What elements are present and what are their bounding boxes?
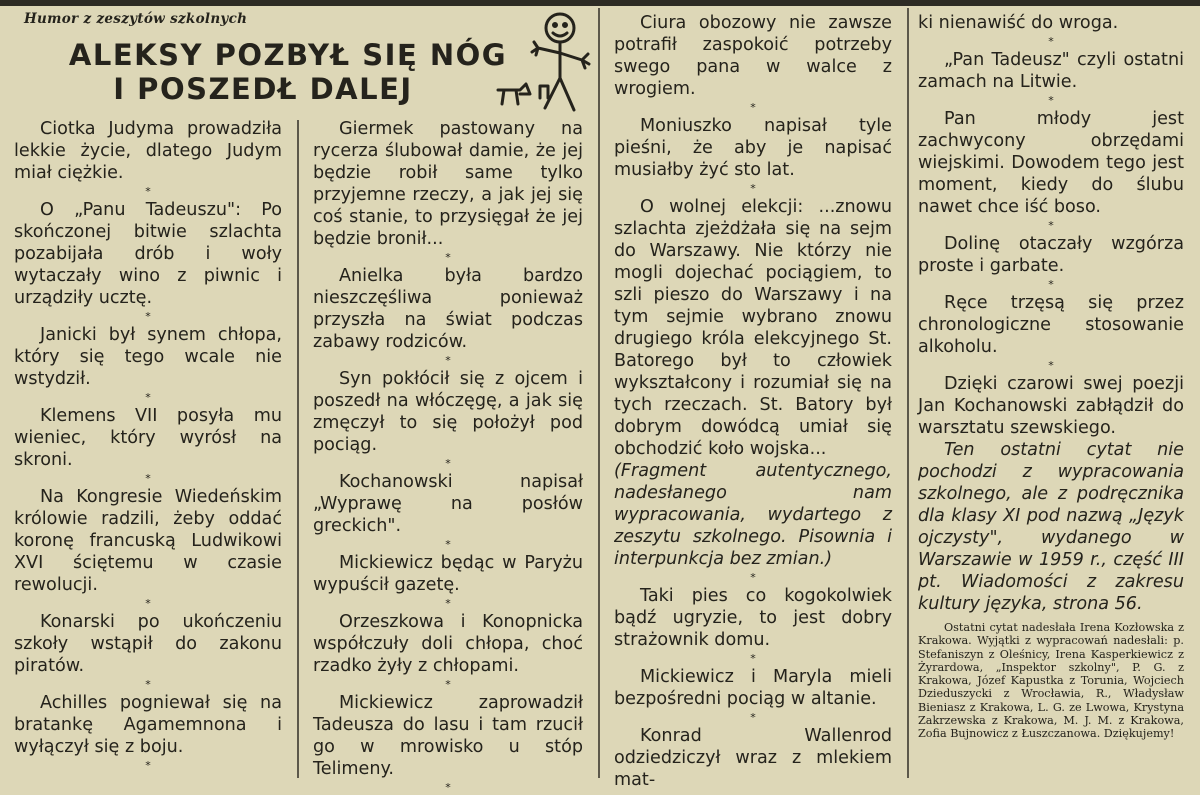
separator-star: * [750, 571, 756, 584]
quote-10: Syn pokłócił się z ojcem i poszedł na włóczęgę, a jak się zmęczył to się położył pod pociąg. [313, 369, 583, 455]
separator-star: * [1048, 359, 1054, 372]
separator-star: * [445, 781, 451, 794]
separator-star: * [1048, 35, 1054, 48]
quote-11: Kochanowski napisał „Wyprawę na posłów greckich". [313, 472, 583, 536]
quote-16: Moniuszko napisał tyle pieśni, że aby je napisać musiałby żyć sto lat. [614, 116, 892, 180]
separator-star: * [445, 678, 451, 691]
title-line-2: I POSZEDŁ DALEJ [113, 72, 413, 106]
separator-star: * [445, 354, 451, 367]
editor-comment: Ten ostatni cytat nie pochodzi z wypracowania szkolnego, ale z podręcznika dla klasy XI pod nazwą „Język ojczysty", wydanego w Warszawie w 1959 r., część III pt. Wiadomości z zakresu kultury języka, strona 56. [918, 440, 1184, 614]
separator-star: * [1048, 94, 1054, 107]
contributors-note: Ostatni cytat nadesłała Irena Kozłowska z Krakowa. Wyjątki z wypracowań nadesłali: p. Stefaniszyn z Oleśnicy, Irena Kasperkiewicz z Żyrardowa, „Inspektor szkolny", P. G. z Krakowa, Józef Kapustka z Torunia, Wojciech Dzieduszycki z Wrocławia, R., Władysław Bieniasz z Krakowa, L. G. ze Lwowa, Krystyna Zakrzewska z Krakowa, M. J. M. z Krakowa, Zofia Bujnowicz z Łuszczanowa. Dziękujemy! [918, 621, 1184, 741]
quote-3: Janicki był synem chłopa, który się tego wcale nie wstydził. [14, 325, 282, 389]
separator-star: * [750, 652, 756, 665]
separator-star: * [145, 472, 151, 485]
article-title [28, 38, 548, 106]
quote-4: Klemens VII posyła mu wieniec, który wyrósł na skroni. [14, 406, 282, 470]
quote-25: Dzięki czarowi swej poezji Jan Kochanowski zabłądził do warsztatu szewskiego. [918, 374, 1184, 438]
separator-star: * [750, 101, 756, 114]
column-4 [918, 12, 1184, 741]
separator-star: * [750, 182, 756, 195]
quote-23: Dolinę otaczały wzgórza proste i garbate. [918, 234, 1184, 276]
quote-21: „Pan Tadeusz" czyli ostatni zamach na Litwie. [918, 50, 1184, 92]
column-1 [14, 118, 282, 773]
column-rule-2 [598, 8, 600, 778]
column-rule-1 [297, 120, 299, 778]
title-line-1: ALEKSY POZBYŁ SIĘ NÓG [68, 38, 508, 72]
quote-12: Mickiewicz będąc w Paryżu wypuścił gazetę. [313, 553, 583, 595]
quote-9: Anielka była bardzo nieszczęśliwa ponieważ przyszła na świat podczas zabawy rodziców. [313, 266, 583, 352]
separator-star: * [145, 678, 151, 691]
quote-20: Konrad Wallenrod odziedziczył wraz z mlekiem mat- [614, 726, 892, 790]
quote-17: O wolnej elekcji: ...znowu szlachta zjeżdżała się na sejm do Warszawy. Nie którzy nie mogli dojechać pociągiem, to szli pieszo do Warszawy i na tym sejmie wybrano znowu drugiego króla elekcyjnego St. Batorego był to człowiek wykształcony i rozumiał się na tych rzeczach. St. Batory był dobrym dowódcą umiał się obchodzić koło wojska... [614, 197, 892, 459]
separator-star: * [145, 597, 151, 610]
separator-star: * [445, 597, 451, 610]
quote-22: Pan młody jest zachwycony obrzędami wiejskimi. Dowodem tego jest moment, kiedy do ślubu nawet chce iść boso. [918, 109, 1184, 217]
separator-star: * [1048, 219, 1054, 232]
separator-star: * [445, 457, 451, 470]
separator-star: * [445, 538, 451, 551]
separator-star: * [1048, 278, 1054, 291]
column-2 [313, 118, 583, 795]
separator-star: * [445, 251, 451, 264]
quote-13: Orzeszkowa i Konopnicka współczuły doli chłopa, choć rzadko żyły z chłopami. [313, 612, 583, 676]
quote-24: Ręce trzęsą się przez chronologiczne stosowanie alkoholu. [918, 293, 1184, 357]
quote-7: Achilles pogniewał się na bratankę Agamemnona i wyłączył się z boju. [14, 693, 282, 757]
quote-20-continued: ki nienawiść do wroga. [918, 13, 1119, 33]
quote-5: Na Kongresie Wiedeńskim królowie radzili, żeby oddać koronę francuską Ludwikowi XVI ściętemu w czasie rewolucji. [14, 487, 282, 595]
quote-18: Taki pies co kogokolwiek bądź ugryzie, to jest dobry strażownik domu. [614, 586, 892, 650]
quote-14: Mickiewicz zaprowadził Tadeusza do lasu i tam rzucił go w mrowisko u stóp Telimeny. [313, 693, 583, 779]
quote-15: Ciura obozowy nie zawsze potrafił zaspokoić potrzeby swego pana w walce z wrogiem. [614, 13, 892, 99]
editor-note: (Fragment autentycznego, nadesłanego nam wypracowania, wydartego z zeszytu szkolnego. Pisownia i interpunkcja bez zmian.) [614, 461, 892, 569]
column-rule-3 [907, 8, 909, 778]
stick-figure-doodle-icon [490, 8, 600, 116]
separator-star: * [145, 185, 151, 198]
separator-star: * [145, 391, 151, 404]
quote-8: Giermek pastowany na rycerza ślubował damie, że jej będzie robił same tylko przyjemne rzeczy, a jak jej się coś stanie, to przysięgał że jej będzie bronił... [313, 119, 583, 249]
top-border [0, 0, 1200, 6]
quote-1: Ciotka Judyma prowadziła lekkie życie, dlatego Judym miał ciężkie. [14, 119, 282, 183]
quote-6: Konarski po ukończeniu szkoły wstąpił do zakonu piratów. [14, 612, 282, 676]
separator-star: * [145, 759, 151, 772]
quote-19: Mickiewicz i Maryla mieli bezpośredni pociąg w altanie. [614, 667, 892, 709]
quote-2: O „Panu Tadeuszu": Po skończonej bitwie szlachta pozabijała drób i woły wytaczały wino z piwnic i urządziły ucztę. [14, 200, 282, 308]
separator-star: * [145, 310, 151, 323]
separator-star: * [750, 711, 756, 724]
column-3 [614, 12, 892, 791]
section-kicker: Humor z zeszytów szkolnych [24, 11, 248, 27]
